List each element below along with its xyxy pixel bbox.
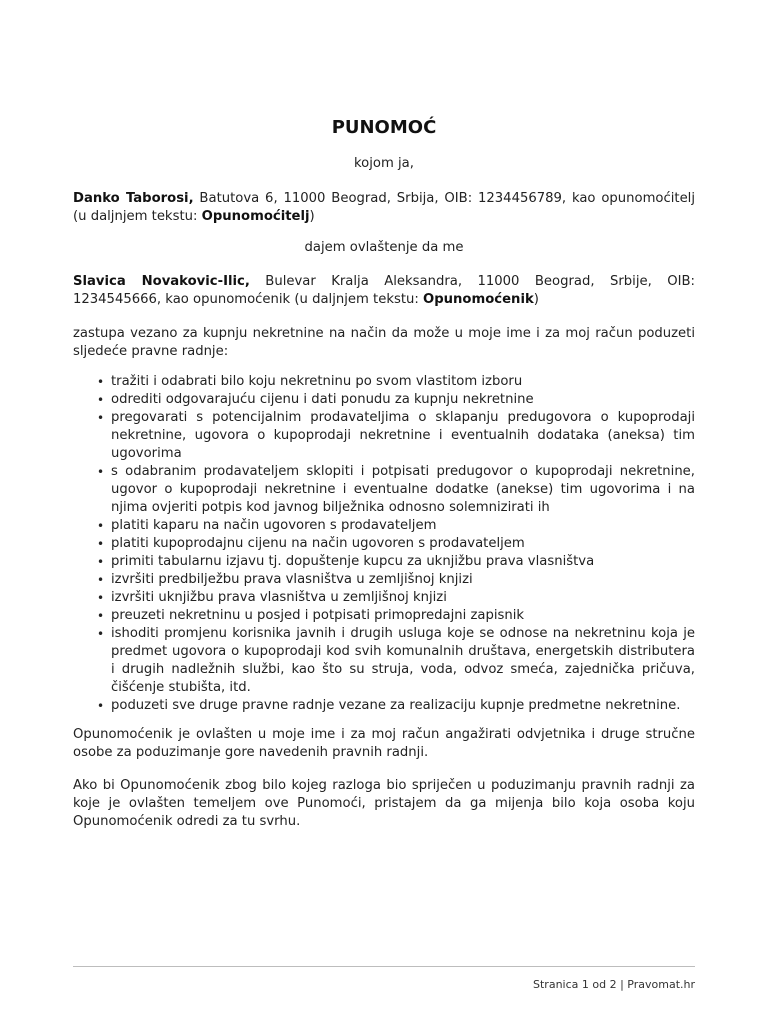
principal-paragraph	[73, 190, 695, 226]
powers-list	[73, 373, 695, 715]
list-item-text: platiti kupoprodajnu cijenu na način ugovoren s prodavateljem	[111, 536, 525, 551]
grant-line: dajem ovlaštenje da me	[304, 240, 464, 255]
bullet-icon: •	[97, 573, 105, 587]
document-page	[73, 0, 695, 1024]
page-footer: Stranica 1 od 2 | Pravomat.hr	[533, 978, 695, 991]
bullet-icon: •	[97, 555, 105, 569]
list-item-text: ishoditi promjenu korisnika javnih i drugih usluga koje se odnose na nekretninu koja je predmet ugovora o kupoprodaji kod svih komunalnih društava, energetskih distributera i drugih nadležnih službi, kao što su struja, voda, odvoz smeća, zajednička pričuva, čišćenje stubišta, itd.	[111, 626, 695, 695]
bullet-icon: •	[97, 519, 105, 533]
principal-term: Opunomoćitelj	[201, 209, 310, 224]
bullet-icon: •	[97, 609, 105, 623]
list-item	[97, 463, 695, 517]
list-item-text: platiti kaparu na način ugovoren s prodavateljem	[111, 518, 437, 533]
list-item-text: izvršiti predbilježbu prava vlasništva u zemljišnoj knjizi	[111, 572, 473, 587]
agent-close: )	[533, 292, 539, 307]
bullet-icon: •	[97, 591, 105, 605]
list-item-text: s odabranim prodavateljem sklopiti i potpisati predugovor o kupoprodaji nekretnine, ugovor o kupoprodaji nekretnine i eventualne dodatke (anekse) tim ugovorima i na njima ovjeriti potpis kod javnog bilježnika odnosno solemnizirati ih	[111, 464, 695, 515]
intro-line: kojom ja,	[354, 156, 414, 171]
bullet-icon: •	[97, 411, 105, 425]
list-item-text: pregovarati s potencijalnim prodavateljima o sklapanju predugovora o kupoprodaji nekretnine, ugovora o kupoprodaji nekretnine i eventualnih dodataka (aneksa) tim ugovorima	[111, 410, 695, 461]
principal-name: Danko Taborosi,	[73, 191, 194, 206]
list-item	[97, 517, 695, 535]
bullet-icon: •	[97, 465, 105, 479]
list-item	[97, 589, 695, 607]
bullet-icon: •	[97, 537, 105, 551]
list-item-text: izvršiti uknjižbu prava vlasništva u zemljišnoj knjizi	[111, 590, 447, 605]
document-title: PUNOMOĆ	[331, 117, 437, 138]
agent-details: Bulevar Kralja Aleksandra, 11000 Beograd, Srbije, OIB: 1234545666, kao opunomoćenik (u daljnjem tekstu:	[73, 274, 695, 307]
list-item	[97, 697, 695, 715]
principal-details: Batutova 6, 11000 Beograd, Srbija, OIB: 1234456789, kao opunomoćitelj (u daljnjem tekstu:	[73, 191, 696, 224]
list-item	[97, 553, 695, 571]
list-item-text: poduzeti sve druge pravne radnje vezane za realizaciju kupnje predmetne nekretnine.	[111, 698, 681, 713]
list-item-text: odrediti odgovarajuću cijenu i dati ponudu za kupnju nekretnine	[111, 392, 534, 407]
agent-paragraph	[73, 273, 695, 309]
attorney-clause: Opunomoćenik je ovlašten u moje ime i za moj račun angažirati odvjetnika i druge stručne osobe za poduzimanje gore navedenih pravnih radnji.	[73, 727, 695, 760]
list-item-text: preuzeti nekretninu u posjed i potpisati primopredajni zapisnik	[111, 608, 525, 623]
list-item	[97, 625, 695, 697]
bullet-icon: •	[97, 627, 105, 641]
list-item	[97, 409, 695, 463]
agent-term: Opunomoćenik	[423, 292, 534, 307]
list-item	[97, 571, 695, 589]
list-item-text: tražiti i odabrati bilo koju nekretninu po svom vlastitom izboru	[111, 374, 523, 389]
list-item	[97, 373, 695, 391]
agent-name: Slavica Novakovic-Ilic,	[73, 274, 250, 289]
list-item	[97, 607, 695, 625]
list-item	[97, 391, 695, 409]
bullet-icon: •	[97, 375, 105, 389]
list-item-text: primiti tabularnu izjavu tj. dopuštenje kupcu za uknjižbu prava vlasništva	[111, 554, 595, 569]
substitute-clause: Ako bi Opunomoćenik zbog bilo kojeg razloga bio spriječen u poduzimanju pravnih radnji za koje je ovlašten temeljem ove Punomoći, pristajem da ga mijenja bilo koja osoba koju Opunomoćenik odredi za tu svrhu.	[73, 778, 695, 829]
bullet-icon: •	[97, 699, 105, 713]
scope-paragraph: zastupa vezano za kupnju nekretnine na način da može u moje ime i za moj račun poduzeti sljedeće pravne radnje:	[73, 326, 695, 359]
footer-divider	[73, 966, 695, 967]
bullet-icon: •	[97, 393, 105, 407]
principal-close: )	[309, 209, 315, 224]
list-item	[97, 535, 695, 553]
